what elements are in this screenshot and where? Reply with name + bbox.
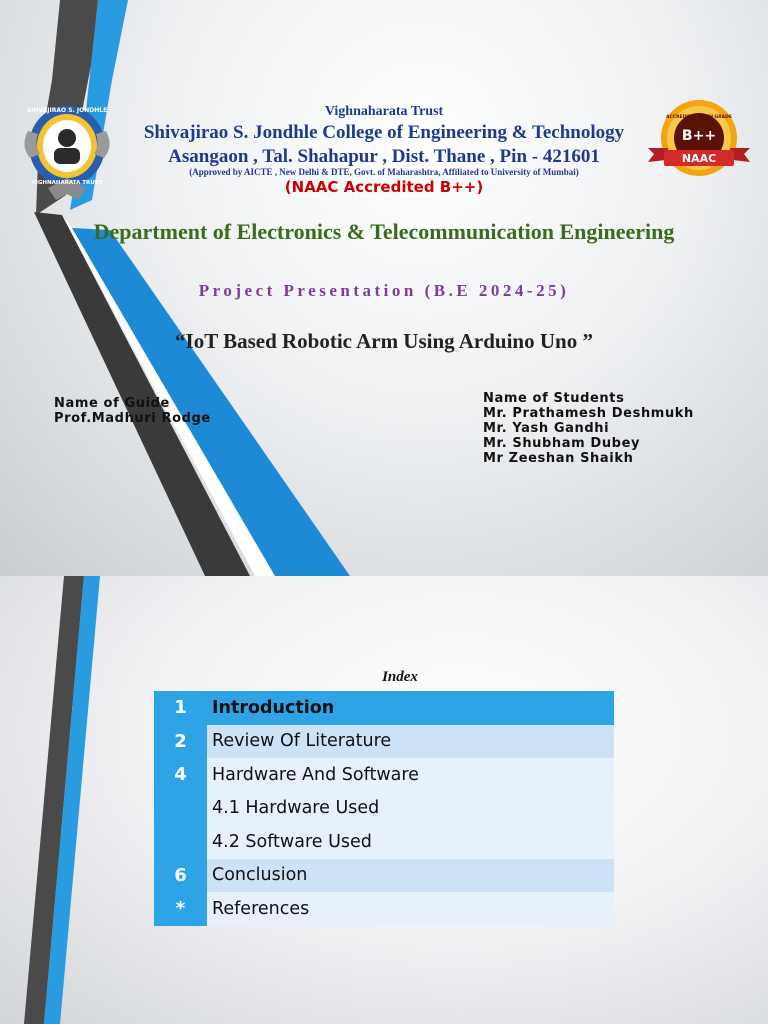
row-label: 4.1 Hardware Used bbox=[207, 792, 614, 826]
guide-heading: Name of Guide bbox=[54, 396, 170, 411]
logo-ring-text-bottom: VIGHNAHARATA TRUST bbox=[31, 180, 103, 186]
guide-block bbox=[54, 396, 211, 426]
naac-accreditation: (NAAC Accredited B++) bbox=[284, 178, 484, 196]
row-label: Conclusion bbox=[207, 859, 614, 893]
row-label: Introduction bbox=[207, 691, 614, 725]
row-number: * bbox=[154, 892, 207, 926]
table-row bbox=[154, 892, 614, 926]
table-row bbox=[154, 825, 614, 859]
college-name: Shivajirao S. Jondhle College of Engineering & Technology bbox=[143, 122, 625, 143]
project-label: Project Presentation (B.E 2024-25) bbox=[198, 281, 570, 300]
student-name: Mr Zeeshan Shaikh bbox=[483, 451, 634, 466]
table-row bbox=[154, 725, 614, 759]
index-title: Index bbox=[382, 669, 418, 685]
trust-name: Vighnaharata Trust bbox=[324, 104, 444, 119]
naac-grade: B++ bbox=[681, 128, 717, 144]
naac-ring-text: ACCREDITED WITH GRADE bbox=[666, 115, 732, 120]
row-number: 4 bbox=[154, 758, 207, 792]
department-name: Department of Electronics & Telecommunication Engineering bbox=[93, 219, 675, 244]
logo-ring-text-top: SHIVAJIRAO S. JONDHLE bbox=[26, 107, 108, 114]
college-address: Asangaon , Tal. Shahapur , Dist. Thane , Pin - 421601 bbox=[168, 146, 600, 167]
table-row bbox=[154, 859, 614, 893]
row-label: 4.2 Software Used bbox=[207, 825, 614, 859]
student-name: Mr. Yash Gandhi bbox=[483, 421, 610, 436]
row-label: Review Of Literature bbox=[207, 725, 614, 759]
approval-note: (Approved by AICTE , New Delhi & DTE, Govt. of Maharashtra, Affiliated to University of Mumbai) bbox=[189, 167, 579, 177]
row-label: Hardware And Software bbox=[207, 758, 614, 792]
student-name: Mr. Prathamesh Deshmukh bbox=[483, 406, 694, 421]
students-heading: Name of Students bbox=[483, 391, 625, 406]
index-table bbox=[154, 691, 614, 926]
student-name: Mr. Shubham Dubey bbox=[483, 436, 641, 451]
students-block bbox=[483, 391, 694, 466]
project-title: “IoT Based Robotic Arm Using Arduino Uno ” bbox=[175, 329, 593, 353]
row-number: 2 bbox=[154, 725, 207, 759]
index-slide bbox=[0, 576, 768, 1024]
row-label: References bbox=[207, 892, 614, 926]
table-row bbox=[154, 758, 614, 792]
row-number: 6 bbox=[154, 859, 207, 893]
row-number bbox=[154, 792, 207, 826]
guide-name: Prof.Madhuri Rodge bbox=[54, 411, 211, 426]
row-number: 1 bbox=[154, 691, 207, 725]
naac-ribbon-text: NAAC bbox=[681, 152, 717, 165]
table-row bbox=[154, 792, 614, 826]
row-number bbox=[154, 825, 207, 859]
table-row bbox=[154, 691, 614, 725]
